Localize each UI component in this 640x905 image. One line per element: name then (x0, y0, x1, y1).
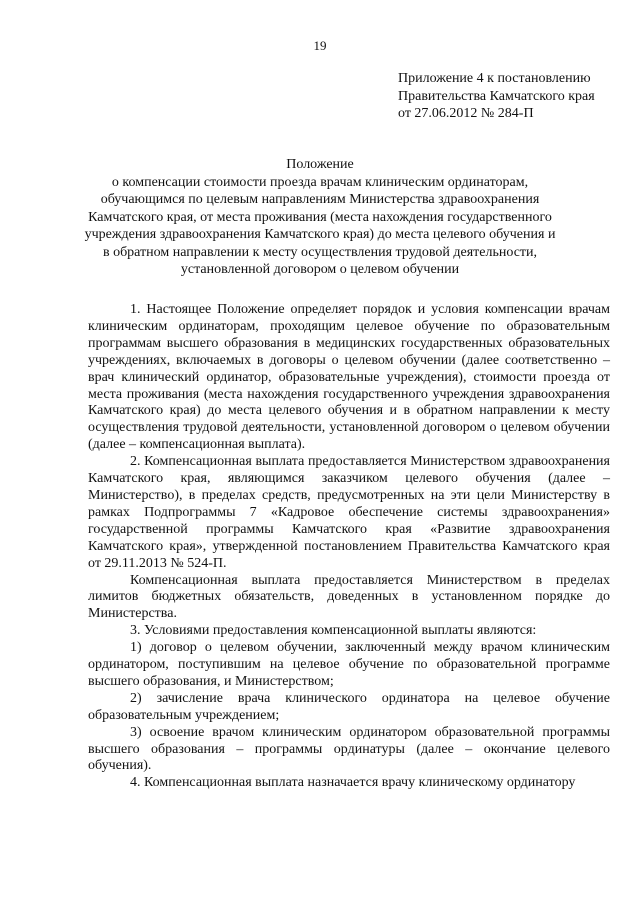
document-title (82, 156, 558, 279)
title-line: в обратном направлении к месту осуществления трудовой деятельности, (102, 244, 538, 260)
paragraph: 2. Компенсационная выплата предоставляется Министерством здравоохранения Камчатского края, являющимся заказчиком целевого обучения (далее – Министерство), в пределах средств, предусмотренных на эти цели Министерству в рамках Подпрограммы 7 «Кадровое обеспечение системы здравоохранения» государственной программы Камчатского края «Развитие здравоохранения Камчатского края», утвержденной постановлением Правительства Камчатского края от 29.11.2013 № 524-П. (88, 454, 610, 571)
appendix-line: Правительства Камчатского края (398, 88, 595, 104)
paragraph: Компенсационная выплата предоставляется Министерством в пределах лимитов бюджетных обязательств, доведенных в установленном порядке до Министерства. (88, 572, 610, 622)
page-number: 19 (313, 38, 327, 53)
paragraph: 1) договор о целевом обучении, заключенный между врачом клиническим ординатором, поступившим на целевое обучение по образовательной программе высшего образования, и Министерством; (88, 640, 610, 689)
paragraph: 3) освоение врачом клиническим ординатором образовательной программы высшего образования – программы ординатуры (далее – окончание целевого обучения). (88, 724, 610, 774)
title-line: учреждения здравоохранения Камчатского края) до места целевого обучения и (84, 227, 556, 242)
appendix-note (398, 70, 628, 123)
title-line: обучающимся по целевым направлениям Министерства здравоохранения (100, 192, 540, 207)
title-heading: Положение (286, 157, 354, 172)
appendix-line: от 27.06.2012 № 284-П (398, 106, 534, 121)
appendix-line: Приложение 4 к постановлению (398, 71, 591, 86)
title-line: о компенсации стоимости проезда врачам клиническим ординаторам, (111, 174, 529, 190)
paragraph: 1. Настоящее Положение определяет порядок и условия компенсации врачам клиническим ординаторам, проходящим целевое обучение по образовательным программам высшего образования в медицинских государственных образовательных учреждениях, включаемых в договоры о целевом обучении (далее соответственно – врач клинический ординатор, образовательные учреждения), стоимости проезда от места проживания (места нахождения государственного учреждения здравоохранения Камчатского края) до места целевого обучения и в обратном направлении к месту осуществления трудовой деятельности, установленной договором о целевом обучении (далее – компенсационная выплата). (88, 302, 610, 453)
paragraph: 2) зачисление врача клинического ординатора на целевое обучение образовательным учреждением; (88, 690, 610, 723)
title-line: установленной договором о целевом обучении (180, 262, 460, 277)
paragraph: 3. Условиями предоставления компенсационной выплаты являются: (130, 623, 537, 639)
title-line: Камчатского края, от места проживания (места нахождения государственного (88, 209, 552, 225)
paragraph: 4. Компенсационная выплата назначается врачу клиническому ординатору (130, 775, 576, 791)
document-body (88, 302, 610, 792)
